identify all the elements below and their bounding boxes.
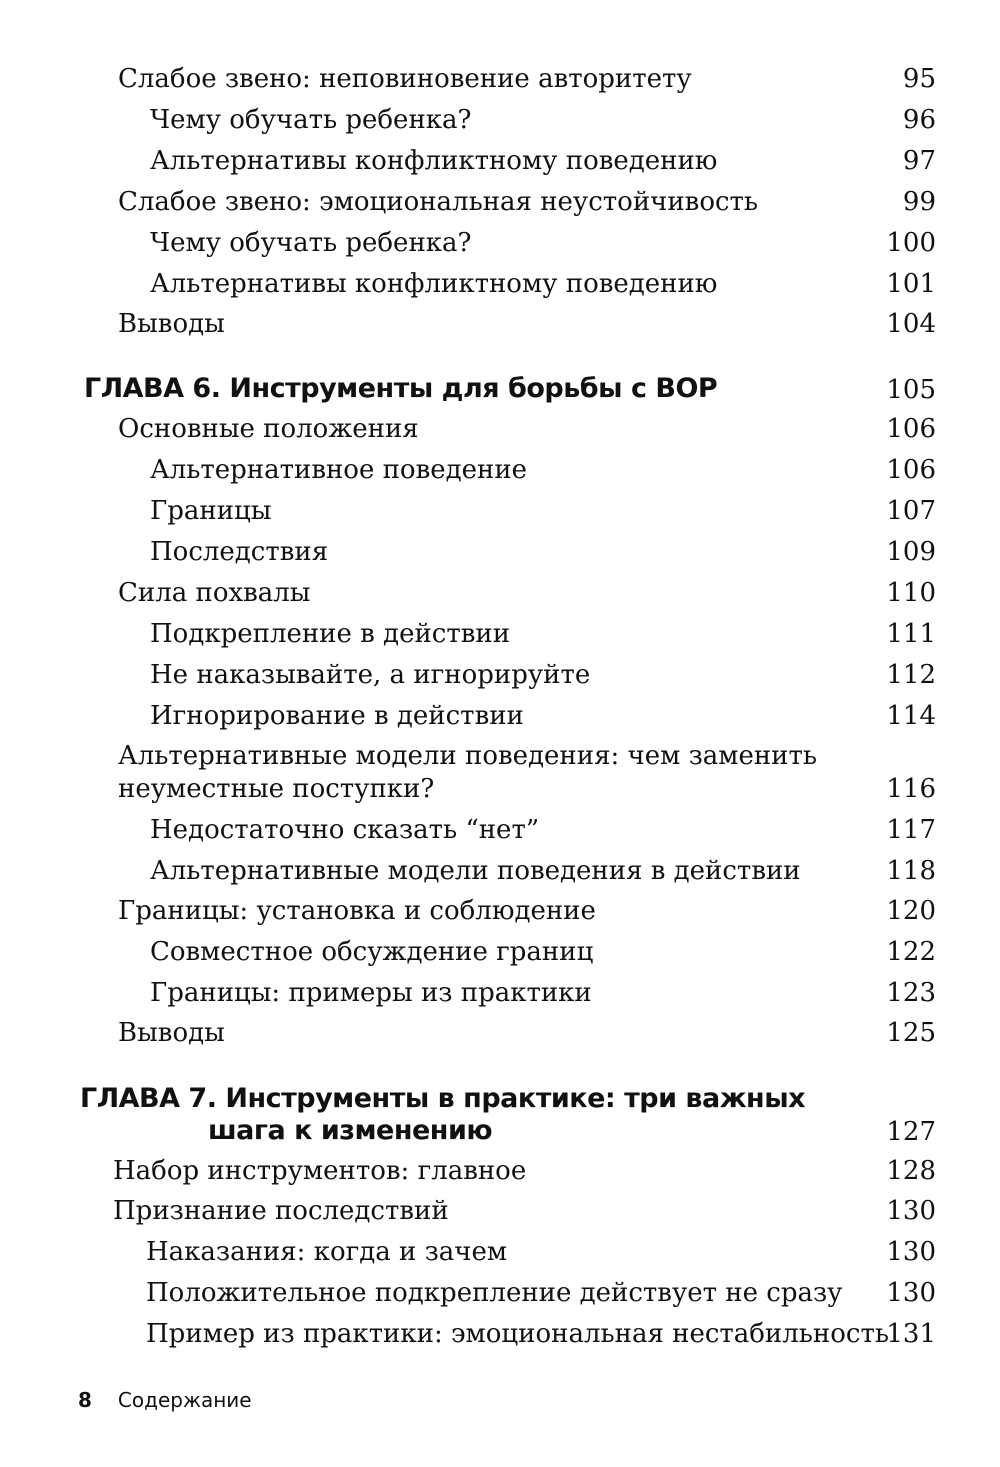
toc-entry-page: 116 — [886, 774, 936, 804]
toc-entry-title: Последствия — [150, 537, 329, 567]
toc-entry-title: Выводы — [118, 1018, 225, 1048]
toc-entry-title: Сила похвалы — [118, 578, 311, 608]
toc-entry-title: Границы: установка и соблюдение — [118, 896, 596, 926]
toc-entry-title: Пример из практики: эмоциональная нестабильность — [146, 1319, 890, 1349]
toc-entry-page: 99 — [902, 187, 936, 217]
chapter-title-line1: ГЛАВА 7. Инструменты в практике: три важных — [80, 1083, 806, 1114]
toc-entry-title-line1: Альтернативные модели поведения: чем заменить — [118, 741, 818, 771]
toc-entry-page: 97 — [902, 146, 936, 176]
chapter-title-line2: шага к изменению — [208, 1115, 493, 1146]
toc-entry-page: 131 — [886, 1319, 936, 1349]
toc-entry-title: Подкрепление в действии — [150, 619, 511, 649]
toc-entry-title: Границы — [150, 496, 272, 526]
toc-entry-page: 104 — [886, 309, 936, 339]
toc-entry-page: 130 — [886, 1196, 936, 1226]
toc-entry-page: 123 — [886, 978, 936, 1008]
toc-entry-title: Игнорирование в действии — [150, 701, 524, 731]
chapter-title: ГЛАВА 6. Инструменты для борьбы с ВОР — [84, 373, 718, 404]
toc-entry-title: Совместное обсуждение границ — [150, 937, 594, 967]
toc-entry-title: Не наказывайте, а игнорируйте — [150, 660, 591, 690]
toc-entry-page: 117 — [886, 815, 936, 845]
toc-entry-page: 106 — [886, 455, 936, 485]
toc-entry-title: Чему обучать ребенка? — [150, 228, 472, 258]
toc-entry-page: 122 — [886, 937, 936, 967]
toc-entry-page: 101 — [886, 269, 936, 299]
toc-entry-page: 130 — [886, 1278, 936, 1308]
toc-entry-page: 130 — [886, 1237, 936, 1267]
toc-entry-page: 100 — [886, 228, 936, 258]
toc-entry-title: Альтернативные модели поведения в действии — [150, 856, 801, 886]
toc-entry-title: Чему обучать ребенка? — [150, 105, 472, 135]
toc-entry-title: Границы: примеры из практики — [150, 978, 592, 1008]
toc-entry-page: 107 — [886, 496, 936, 526]
toc-entry-title: Положительное подкрепление действует не сразу — [146, 1278, 843, 1308]
toc-entry-page: 125 — [886, 1018, 936, 1048]
toc-entry-page: 109 — [886, 537, 936, 567]
toc-entry-page: 128 — [886, 1156, 936, 1186]
toc-entry-title: Признание последствий — [113, 1196, 449, 1226]
toc-entry-page: 118 — [886, 856, 936, 886]
toc-entry-title: Альтернативы конфликтному поведению — [150, 146, 718, 176]
toc-entry-page: 95 — [902, 64, 936, 94]
toc-entry-title: Выводы — [118, 309, 225, 339]
toc-entry-title: Альтернативы конфликтному поведению — [150, 269, 718, 299]
toc-entry-page: 110 — [886, 578, 936, 608]
toc-entry-title: Альтернативное поведение — [150, 455, 528, 485]
footer-section-title: Содержание — [117, 1388, 252, 1412]
toc-entry-page: 120 — [886, 896, 936, 926]
toc-entry-title: Основные положения — [118, 414, 419, 444]
toc-entry-title-line2: неуместные поступки? — [118, 774, 435, 804]
toc-entry-page: 96 — [902, 105, 936, 135]
toc-entry-page: 112 — [886, 660, 936, 690]
toc-entry-title: Слабое звено: эмоциональная неустойчивость — [118, 187, 759, 217]
toc-entry-title: Наказания: когда и зачем — [146, 1237, 508, 1267]
chapter-page: 105 — [886, 375, 936, 405]
footer-page-number: 8 — [78, 1388, 92, 1412]
page-footer — [78, 1388, 252, 1412]
toc-entry-page: 111 — [886, 619, 936, 649]
chapter-page: 127 — [886, 1117, 936, 1147]
toc-entry-title: Недостаточно сказать “нет” — [150, 815, 540, 845]
toc-entry-title: Набор инструментов: главное — [113, 1156, 527, 1186]
toc-entry-title: Слабое звено: неповиновение авторитету — [118, 64, 692, 94]
toc-entry-page: 106 — [886, 414, 936, 444]
toc-entry-page: 114 — [886, 701, 936, 731]
